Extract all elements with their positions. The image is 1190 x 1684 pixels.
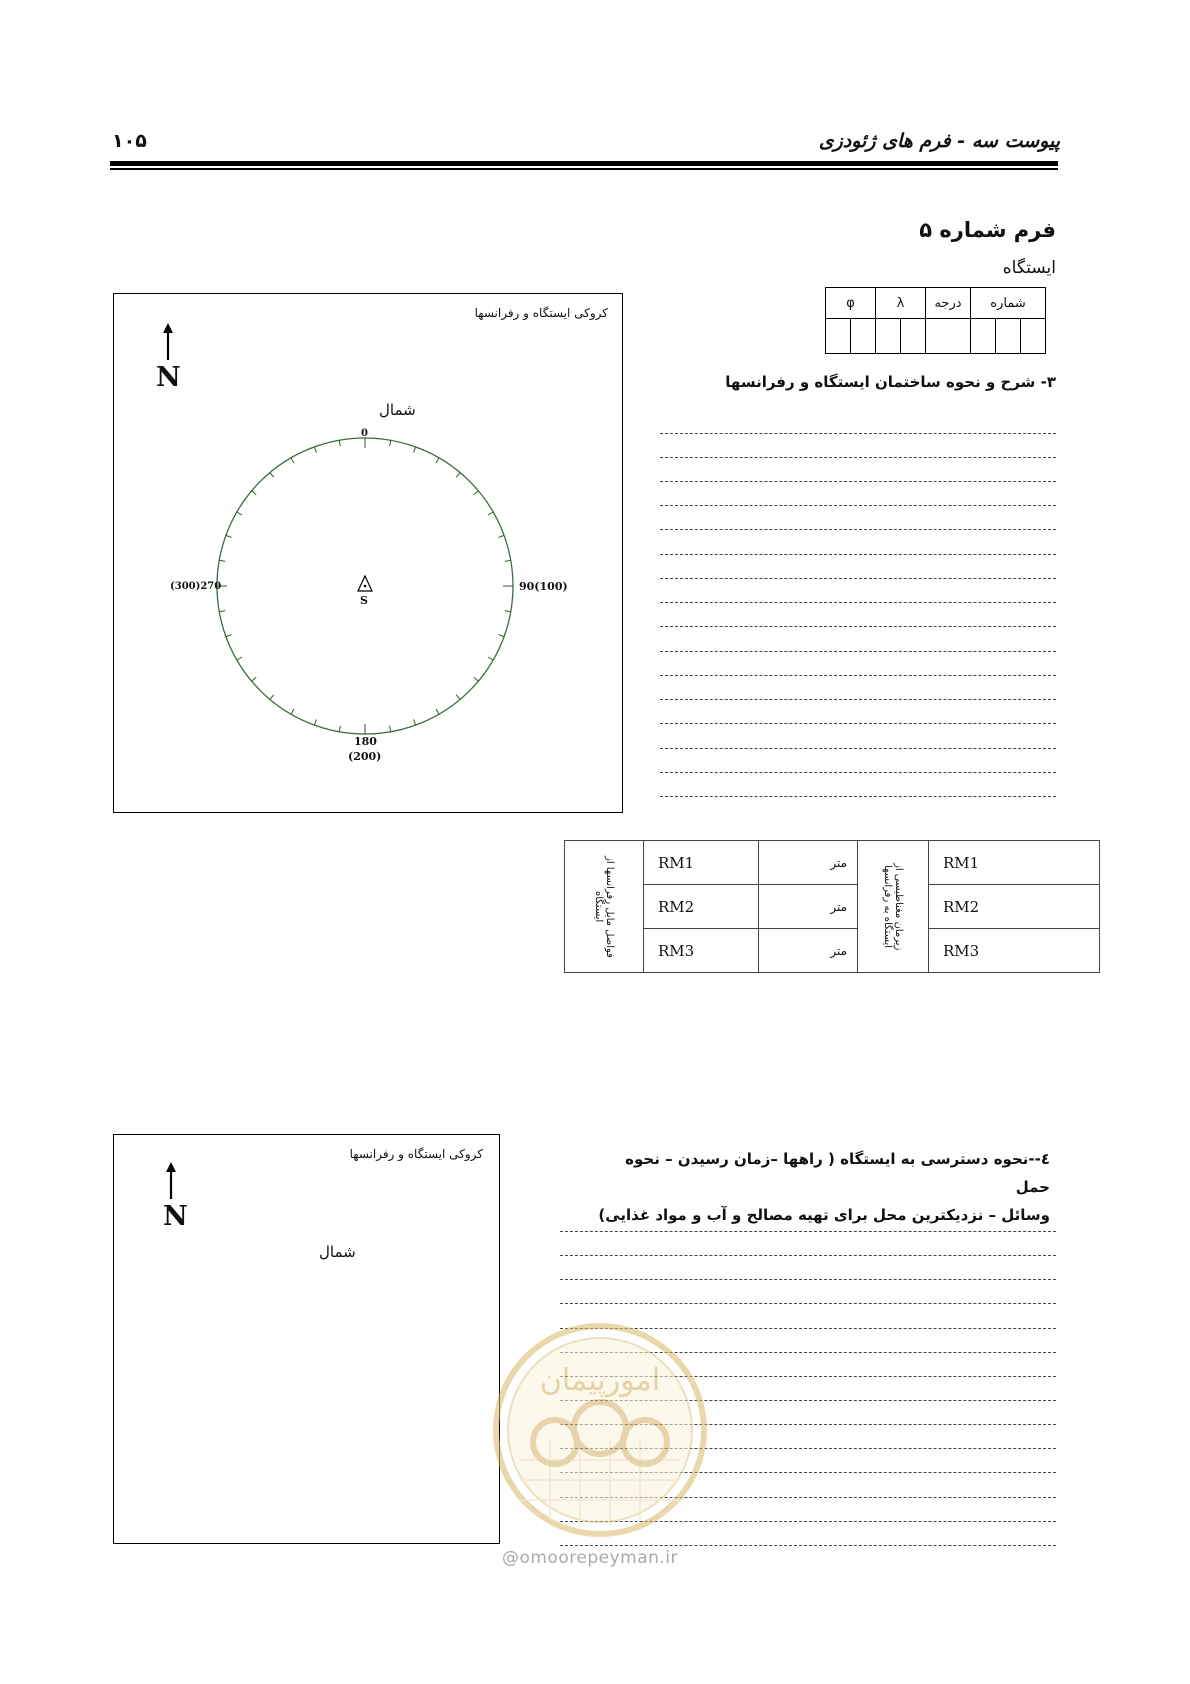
rm-azimuth-label[interactable]: RM3: [929, 929, 1100, 973]
watermark-text: @omoorepeyman.ir: [502, 1548, 679, 1568]
compass-tick: [456, 695, 460, 700]
coord-table: [825, 287, 1046, 354]
compass-tick: [505, 611, 511, 612]
writing-line[interactable]: [660, 433, 1056, 434]
compass-label-left: (300)270: [170, 581, 222, 592]
coord-cell[interactable]: [901, 319, 926, 354]
writing-line[interactable]: [660, 602, 1056, 603]
compass-tick: [314, 447, 316, 453]
rm-distance-label: RM2: [644, 885, 759, 929]
north-letter: N: [156, 362, 181, 393]
rm-azimuth-label[interactable]: RM2: [929, 885, 1100, 929]
compass-tick: [436, 709, 439, 714]
compass-tick: [291, 458, 294, 463]
writing-line[interactable]: [560, 1303, 1056, 1304]
coord-cell[interactable]: [1021, 319, 1046, 354]
coord-cell[interactable]: [876, 319, 901, 354]
compass-tick: [474, 677, 479, 681]
writing-line[interactable]: [560, 1255, 1056, 1256]
rm-azimuth-header-cell: [858, 841, 929, 973]
writing-line[interactable]: [560, 1231, 1056, 1232]
compass-tick: [270, 473, 274, 478]
coord-header-lambda: λ: [876, 288, 926, 319]
compass-tick: [219, 560, 225, 561]
compass-tick: [436, 458, 439, 463]
header-title: پیوست سه - فرم های ژئودزی: [818, 130, 1060, 152]
compass-tick: [252, 491, 257, 495]
compass-tick: [291, 709, 294, 714]
compass-label-right: 90(100): [519, 580, 568, 593]
writing-line[interactable]: [660, 651, 1056, 652]
compass-tick: [237, 657, 242, 660]
sketch-caption: کروکی ایستگاه و رفرانسها: [349, 1147, 483, 1161]
compass-tick: [252, 677, 257, 681]
compass-tick: [390, 726, 391, 732]
compass-label-bottom2: (200): [348, 750, 382, 763]
compass-tick: [488, 512, 493, 515]
header-rule-thick: [110, 161, 1058, 166]
rm-distance-unit[interactable]: متر: [759, 929, 858, 973]
station-marker-label: S: [360, 594, 368, 607]
coord-cell[interactable]: [851, 319, 876, 354]
writing-line[interactable]: [560, 1279, 1056, 1280]
rm-distance-label: RM1: [644, 841, 759, 885]
page-number: ۱۰۵: [112, 130, 147, 152]
coord-cell[interactable]: [996, 319, 1021, 354]
rm-distance-label: RM3: [644, 929, 759, 973]
rm-distance-unit[interactable]: متر: [759, 841, 858, 885]
compass-tick: [414, 719, 416, 725]
compass-tick: [339, 726, 340, 732]
compass-tick: [226, 635, 232, 637]
compass-tick: [219, 611, 225, 612]
writing-line[interactable]: [660, 457, 1056, 458]
compass-tick: [237, 512, 242, 515]
writing-line[interactable]: [660, 481, 1056, 482]
rm-distance-header-cell: [565, 841, 644, 973]
writing-line[interactable]: [660, 723, 1056, 724]
compass-tick: [474, 491, 479, 495]
watermark-logo-icon: [490, 1320, 710, 1540]
compass-tick: [390, 440, 391, 446]
rm-azimuth-header: زیرمان مغناطیسی از ایستگاه به رفرانسها: [882, 862, 904, 951]
coord-header-number: شماره: [971, 288, 1046, 319]
compass-tick: [226, 535, 232, 537]
writing-line[interactable]: [560, 1545, 1056, 1546]
writing-line[interactable]: [660, 772, 1056, 773]
coord-cell[interactable]: [926, 319, 971, 354]
rm-distance-header: فواصل مایل رفرانسها از ایستگاه: [593, 855, 615, 958]
compass-tick: [456, 473, 460, 478]
compass-tick: [505, 560, 511, 561]
coord-header-phi: φ: [826, 288, 876, 319]
rm-table: [564, 840, 1100, 973]
rm-distance-unit[interactable]: متر: [759, 885, 858, 929]
section4-line1: ٤--نحوه دسترسی به ایستگاه ( راهها –زمان رسیدن – نحوه حمل: [625, 1150, 1050, 1196]
compass-tick: [314, 719, 316, 725]
section4-title: [590, 1145, 1050, 1229]
coord-cell[interactable]: [826, 319, 851, 354]
writing-line[interactable]: [660, 675, 1056, 676]
compass-tick: [339, 440, 340, 446]
section4-line2: وسائل – نزدیکترین محل برای تهیه مصالح و آب و مواد غذایی): [598, 1206, 1050, 1224]
sketch-box-2[interactable]: [113, 1134, 500, 1544]
coord-cell[interactable]: [971, 319, 996, 354]
writing-line[interactable]: [660, 505, 1056, 506]
north-word: شمال: [319, 1243, 356, 1261]
compass-tick: [270, 695, 274, 700]
writing-line[interactable]: [660, 796, 1056, 797]
section3-title: ۳- شرح و نحوه ساختمان ایستگاه و رفرانسها: [725, 373, 1056, 391]
writing-line[interactable]: [660, 626, 1056, 627]
compass-tick: [498, 535, 504, 537]
north-arrow-icon: [161, 1161, 181, 1201]
north-word: شمال: [379, 401, 416, 419]
station-label: ایستگاه: [1002, 258, 1056, 278]
north-letter: N: [163, 1201, 188, 1232]
compass-label-top: 0: [361, 428, 368, 439]
writing-line[interactable]: [660, 529, 1056, 530]
compass-label-bottom: 180: [354, 735, 377, 748]
writing-line[interactable]: [660, 554, 1056, 555]
writing-line[interactable]: [660, 578, 1056, 579]
header-rule-thin: [110, 168, 1058, 170]
compass-tick: [498, 635, 504, 637]
rm-azimuth-label[interactable]: RM1: [929, 841, 1100, 885]
coord-header-degree: درجه: [926, 288, 971, 319]
form-title: فرم شماره ۵: [919, 218, 1056, 242]
sketch-caption: کروکی ایستگاه و رفرانسها: [474, 306, 608, 320]
writing-line[interactable]: [660, 748, 1056, 749]
compass-tick: [488, 657, 493, 660]
compass-tick: [414, 447, 416, 453]
sketch-box-1[interactable]: [113, 293, 623, 813]
writing-line[interactable]: [660, 699, 1056, 700]
watermark-logo-text: امورپیمان: [539, 1363, 661, 1398]
